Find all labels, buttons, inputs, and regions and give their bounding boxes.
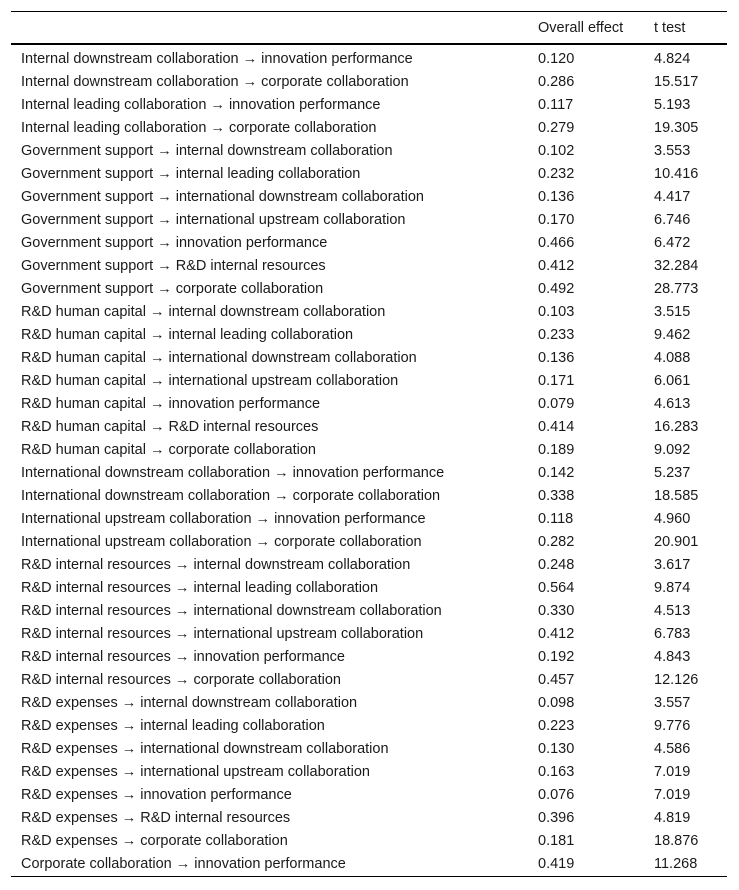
overall-effect-cell: 0.286	[538, 73, 575, 90]
overall-effect-cell: 0.396	[538, 809, 575, 826]
t-test-cell: 4.586	[654, 740, 691, 757]
t-test-cell: 6.746	[654, 211, 691, 228]
path-cell: R&D internal resources → innovation performance	[21, 648, 345, 665]
overall-effect-cell: 0.330	[538, 602, 575, 619]
overall-effect-cell: 0.136	[538, 349, 575, 366]
path-cell: Internal leading collaboration → corporate collaboration	[21, 119, 377, 136]
overall-effect-cell: 0.076	[538, 786, 575, 803]
overall-effect-cell: 0.457	[538, 671, 575, 688]
table-row	[11, 254, 727, 277]
table-row	[11, 162, 727, 185]
path-cell: R&D expenses → corporate collaboration	[21, 832, 288, 849]
t-test-cell: 11.268	[654, 856, 698, 872]
path-cell: R&D human capital → internal downstream collaboration	[21, 303, 386, 320]
effects-table	[11, 11, 727, 877]
table-row	[11, 392, 727, 415]
t-test-cell: 7.019	[654, 786, 691, 803]
path-cell: R&D expenses → innovation performance	[21, 786, 292, 803]
overall-effect-cell: 0.192	[538, 648, 575, 665]
t-test-cell: 3.617	[654, 556, 691, 573]
table-row	[11, 737, 727, 760]
table-row	[11, 277, 727, 300]
overall-effect-cell: 0.248	[538, 556, 575, 573]
t-test-cell: 12.126	[654, 671, 699, 688]
t-test-cell: 3.553	[654, 142, 691, 159]
overall-effect-cell: 0.102	[538, 142, 575, 159]
path-cell: Government support → R&D internal resources	[21, 257, 326, 274]
overall-effect-cell: 0.414	[538, 418, 575, 435]
table-row	[11, 714, 727, 737]
t-test-cell: 4.819	[654, 809, 691, 826]
path-cell: R&D expenses → international downstream collaboration	[21, 740, 389, 757]
table-row	[11, 415, 727, 438]
path-cell: R&D human capital → internal leading collaboration	[21, 326, 354, 343]
path-cell: Government support → international downstream collaboration	[21, 188, 424, 205]
header-path	[11, 12, 518, 45]
overall-effect-cell: 0.412	[538, 257, 575, 274]
path-cell: International upstream collaboration → innovation performance	[21, 510, 426, 527]
table-row	[11, 438, 727, 461]
path-cell: R&D expenses → international upstream collaboration	[21, 763, 370, 780]
t-test-cell: 16.283	[654, 418, 699, 435]
overall-effect-cell: 0.142	[538, 464, 575, 481]
table-row	[11, 553, 727, 576]
table-row	[11, 530, 727, 553]
overall-effect-cell: 0.564	[538, 579, 575, 596]
table-row	[11, 576, 727, 599]
table-row	[11, 783, 727, 806]
table-row	[11, 852, 727, 877]
t-test-cell: 3.515	[654, 303, 691, 320]
table-row	[11, 599, 727, 622]
t-test-cell: 10.416	[654, 165, 699, 182]
path-cell: International downstream collaboration → corporate collaboration	[21, 487, 441, 504]
overall-effect-cell: 0.412	[538, 625, 575, 642]
t-test-cell: 9.092	[654, 441, 691, 458]
t-test-cell: 18.876	[654, 832, 699, 849]
t-test-cell: 19.305	[654, 119, 699, 136]
path-cell: R&D internal resources → corporate collaboration	[21, 671, 341, 688]
t-test-cell: 9.462	[654, 326, 691, 343]
overall-effect-cell: 0.419	[538, 856, 575, 872]
path-cell: Internal downstream collaboration → innovation performance	[21, 50, 413, 67]
overall-effect-cell: 0.117	[538, 96, 574, 113]
table-row	[11, 806, 727, 829]
table-row	[11, 139, 727, 162]
t-test-cell: 6.472	[654, 234, 691, 251]
t-test-cell: 4.513	[654, 602, 691, 619]
path-cell: R&D internal resources → internal leading collaboration	[21, 579, 379, 596]
t-test-cell: 4.417	[654, 188, 691, 205]
table-row	[11, 70, 727, 93]
path-cell: International upstream collaboration → corporate collaboration	[21, 533, 422, 550]
path-cell: Government support → internal leading collaboration	[21, 165, 361, 182]
t-test-cell: 7.019	[654, 763, 691, 780]
t-test-cell: 3.557	[654, 694, 691, 711]
path-cell: R&D expenses → internal leading collaboration	[21, 717, 325, 734]
t-test-cell: 4.824	[654, 50, 691, 67]
path-cell: R&D human capital → international upstream collaboration	[21, 372, 399, 389]
overall-effect-cell: 0.170	[538, 211, 575, 228]
path-cell: Government support → innovation performance	[21, 234, 328, 251]
overall-effect-cell: 0.098	[538, 694, 575, 711]
header-t-test: t test	[654, 19, 686, 36]
effects-table-container	[11, 11, 727, 877]
table-row	[11, 93, 727, 116]
t-test-cell: 5.237	[654, 464, 691, 481]
overall-effect-cell: 0.338	[538, 487, 575, 504]
table-row	[11, 231, 727, 254]
table-row	[11, 484, 727, 507]
path-cell: Internal leading collaboration → innovation performance	[21, 96, 381, 113]
overall-effect-cell: 0.163	[538, 763, 575, 780]
path-cell: Government support → international upstream collaboration	[21, 211, 406, 228]
overall-effect-cell: 0.492	[538, 280, 575, 297]
t-test-cell: 4.843	[654, 648, 691, 665]
t-test-cell: 18.585	[654, 487, 699, 504]
overall-effect-cell: 0.282	[538, 533, 575, 550]
path-cell: R&D internal resources → internal downstream collaboration	[21, 556, 411, 573]
overall-effect-cell: 0.189	[538, 441, 575, 458]
table-row	[11, 645, 727, 668]
overall-effect-cell: 0.103	[538, 303, 575, 320]
table-row	[11, 461, 727, 484]
overall-effect-cell: 0.232	[538, 165, 575, 182]
t-test-cell: 32.284	[654, 257, 699, 274]
header-overall-effect: Overall effect	[538, 19, 624, 36]
overall-effect-cell: 0.279	[538, 119, 575, 136]
path-cell: Corporate collaboration → innovation performance	[21, 856, 346, 872]
t-test-cell: 6.061	[654, 372, 691, 389]
t-test-cell: 9.874	[654, 579, 691, 596]
table-header-row	[11, 12, 727, 45]
table-row	[11, 300, 727, 323]
table-row	[11, 668, 727, 691]
path-cell: R&D human capital → innovation performance	[21, 395, 321, 412]
path-cell: R&D expenses → internal downstream collaboration	[21, 694, 358, 711]
overall-effect-cell: 0.466	[538, 234, 575, 251]
path-cell: Government support → internal downstream collaboration	[21, 142, 393, 159]
table-row	[11, 116, 727, 139]
path-cell: R&D human capital → R&D internal resources	[21, 418, 319, 435]
overall-effect-cell: 0.223	[538, 717, 575, 734]
table-row	[11, 44, 727, 70]
table-row	[11, 369, 727, 392]
path-cell: R&D human capital → corporate collaboration	[21, 441, 316, 458]
table-row	[11, 346, 727, 369]
path-cell: R&D internal resources → international downstream collaboration	[21, 602, 442, 619]
overall-effect-cell: 0.233	[538, 326, 575, 343]
table-row	[11, 829, 727, 852]
overall-effect-cell: 0.171	[538, 372, 575, 389]
path-cell: Internal downstream collaboration → corporate collaboration	[21, 73, 409, 90]
overall-effect-cell: 0.120	[538, 50, 575, 67]
table-row	[11, 507, 727, 530]
table-row	[11, 760, 727, 783]
table-row	[11, 691, 727, 714]
table-row	[11, 208, 727, 231]
path-cell: Government support → corporate collaboration	[21, 280, 324, 297]
t-test-cell: 6.783	[654, 625, 691, 642]
overall-effect-cell: 0.181	[538, 832, 575, 849]
table-body	[11, 44, 727, 877]
path-cell: R&D human capital → international downstream collaboration	[21, 349, 417, 366]
t-test-cell: 4.960	[654, 510, 691, 527]
t-test-cell: 4.088	[654, 349, 691, 366]
overall-effect-cell: 0.079	[538, 395, 575, 412]
overall-effect-cell: 0.136	[538, 188, 575, 205]
overall-effect-cell: 0.130	[538, 740, 575, 757]
t-test-cell: 20.901	[654, 533, 699, 550]
t-test-cell: 9.776	[654, 717, 691, 734]
table-row	[11, 622, 727, 645]
table-row	[11, 323, 727, 346]
t-test-cell: 4.613	[654, 395, 691, 412]
t-test-cell: 5.193	[654, 96, 691, 113]
overall-effect-cell: 0.118	[538, 510, 574, 527]
path-cell: International downstream collaboration → innovation performance	[21, 464, 445, 481]
t-test-cell: 15.517	[654, 73, 699, 90]
path-cell: R&D internal resources → international upstream collaboration	[21, 625, 424, 642]
table-row	[11, 185, 727, 208]
path-cell: R&D expenses → R&D internal resources	[21, 809, 291, 826]
t-test-cell: 28.773	[654, 280, 699, 297]
